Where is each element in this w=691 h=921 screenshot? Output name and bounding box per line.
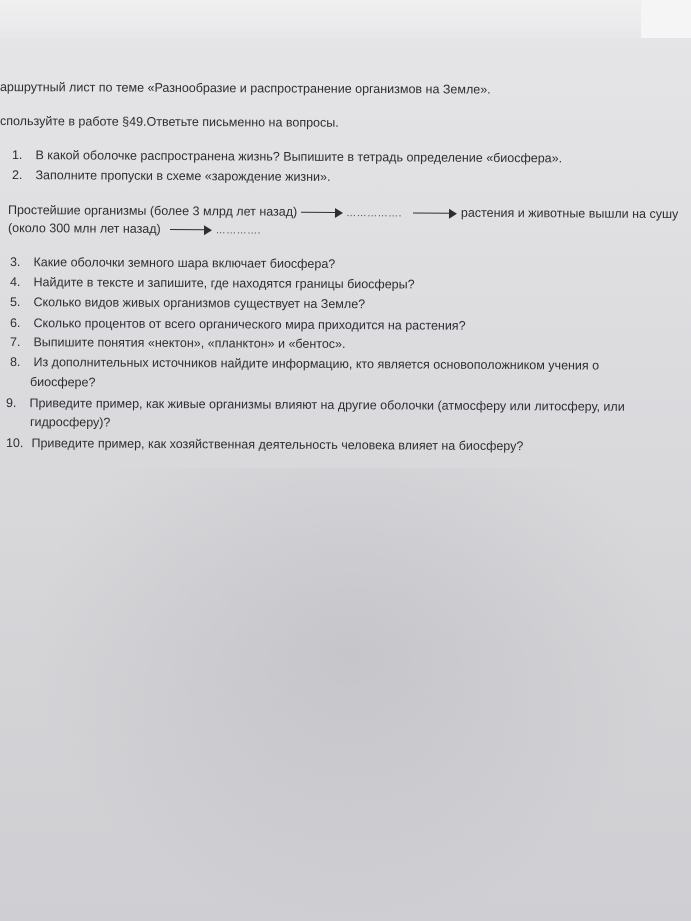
arrow-right-icon xyxy=(413,208,457,218)
worksheet-title: аршрутный лист по теме «Разнообразие и распространение организмов на Земле». xyxy=(0,80,491,97)
instruction-text: спользуйте в работе §49.Ответьте письменно на вопросы. xyxy=(0,114,339,130)
scheme-blank-2: …………. xyxy=(215,225,262,237)
question-text: В какой оболочке распространена жизнь? Выпишите в тетрадь определение «биосфера». xyxy=(35,148,563,166)
scheme-second-text: (около 300 млн лет назад) xyxy=(7,221,161,236)
question-text: Выпишите понятия «нектон», «планктон» и «бентос». xyxy=(33,335,346,352)
question-text: Приведите пример, как хозяйственная деятельность человека влияет на биосферу? xyxy=(31,436,524,454)
scheme-blank-1: ……………. xyxy=(346,208,402,220)
arrow-right-icon xyxy=(301,207,343,217)
question-text: Из дополнительных источников найдите информацию, кто является основоположником учения о xyxy=(33,355,600,373)
question-text: Какие оболочки земного шара включает биосфера? xyxy=(33,255,336,271)
scheme-start-text: Простейшие организмы (более 3 млрд лет назад) xyxy=(7,203,298,219)
question-8-continuation: биосфере? xyxy=(29,375,96,390)
worksheet-page xyxy=(0,38,691,921)
question-text: Найдите в тексте и запишите, где находятся границы биосферы? xyxy=(33,275,415,292)
question-number: 5. xyxy=(9,295,21,310)
question-number: 8. xyxy=(9,355,21,370)
question-text: Приведите пример, как живые организмы влияют на другие оболочки (атмосферу или литосферу, или xyxy=(29,396,625,414)
question-10 xyxy=(6,435,523,454)
scheme-end-text: растения и животные вышли на сушу xyxy=(460,205,679,222)
question-number: 7. xyxy=(9,335,21,350)
question-number: 4. xyxy=(9,275,21,290)
page-shadow xyxy=(30,468,670,921)
question-text: Сколько процентов от всего органического мира приходится на растения? xyxy=(33,316,466,333)
question-8 xyxy=(10,354,599,374)
question-number: 1. xyxy=(11,148,23,163)
scheme-row-2 xyxy=(8,220,261,240)
question-5 xyxy=(10,294,365,312)
question-number: 6. xyxy=(9,316,21,331)
question-9 xyxy=(6,395,625,415)
question-2 xyxy=(12,167,331,185)
question-text: Сколько видов живых организмов существует на Земле? xyxy=(33,295,366,312)
question-1 xyxy=(12,147,562,166)
question-3 xyxy=(10,254,335,272)
question-number: 2. xyxy=(11,168,23,183)
question-6 xyxy=(10,315,466,334)
question-9-continuation: гидросферу)? xyxy=(29,415,111,430)
question-4 xyxy=(10,274,415,292)
question-number: 9. xyxy=(5,396,17,411)
question-7 xyxy=(10,334,346,352)
question-number: 10. xyxy=(5,436,24,451)
question-text: Заполните пропуски в схеме «зарождение жизни». xyxy=(35,168,331,184)
question-number: 3. xyxy=(9,255,21,270)
background-surface xyxy=(0,0,691,40)
arrow-right-icon xyxy=(170,225,212,235)
